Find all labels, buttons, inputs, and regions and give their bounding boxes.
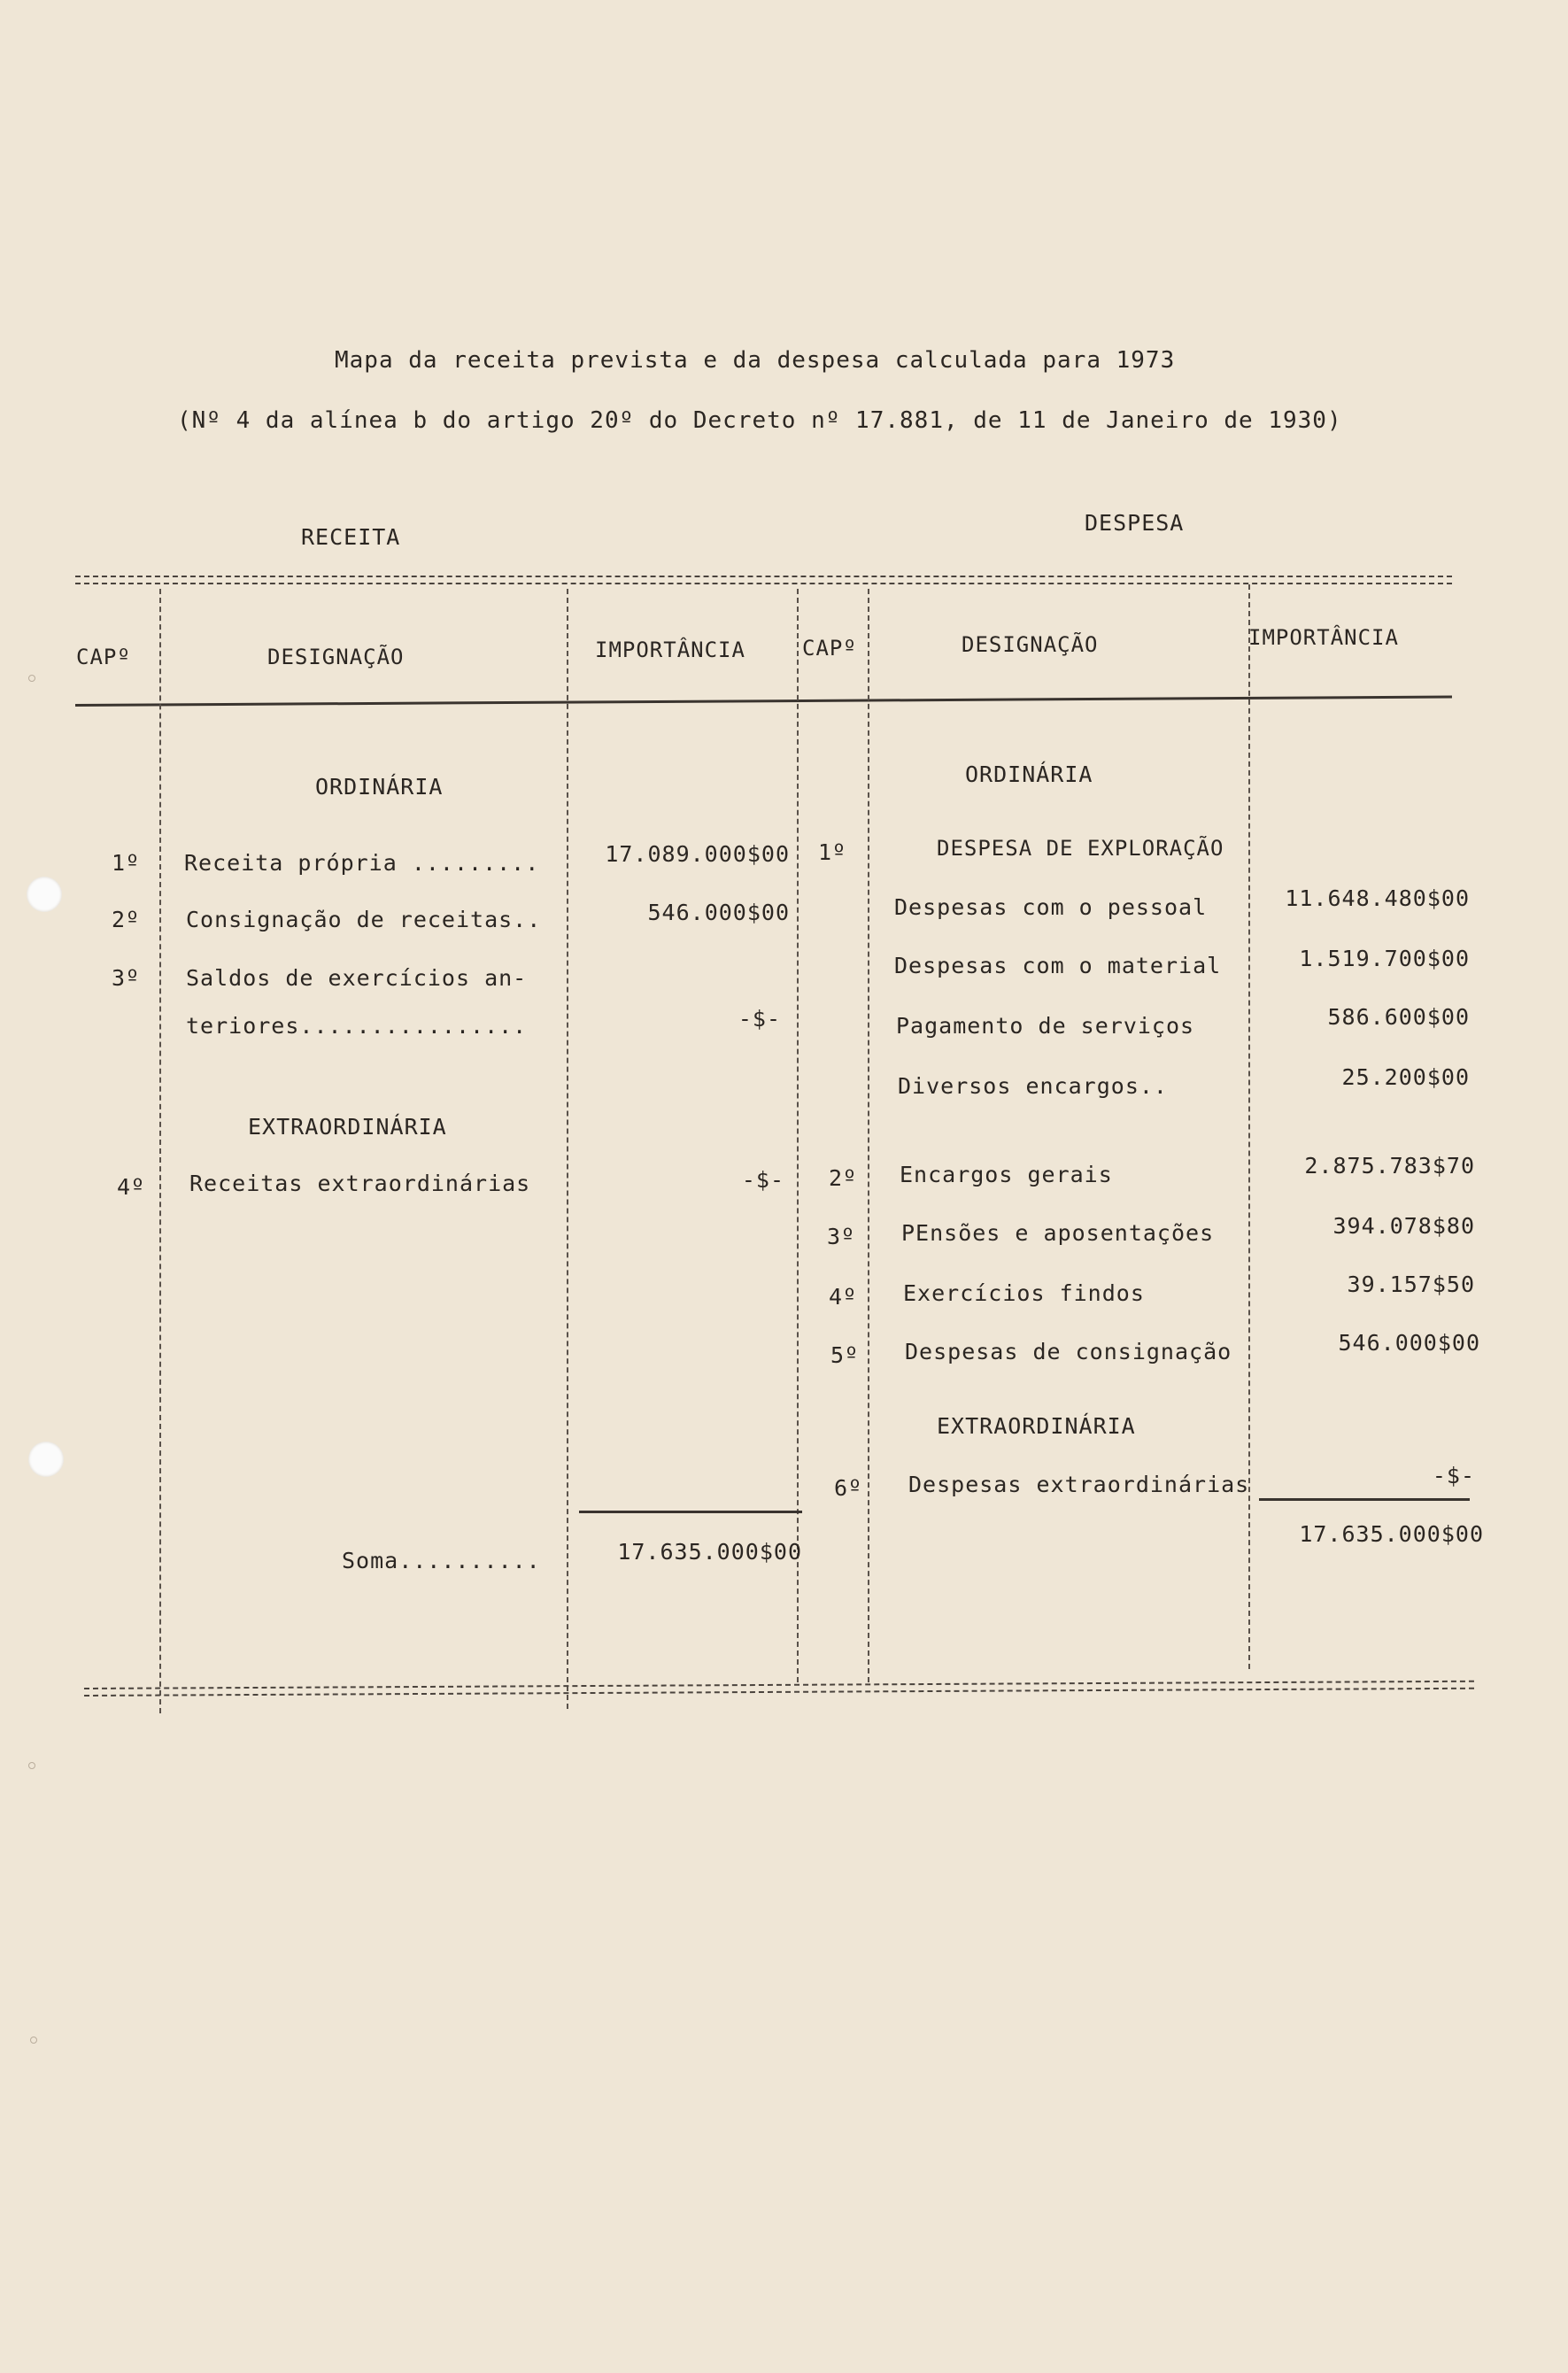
- despesa-item-1-importancia: 11.648.480$00: [1285, 885, 1470, 911]
- despesa-row-6-designacao: Despesas extraordinárias: [908, 1472, 1250, 1497]
- despesa-soma-line: [1259, 1498, 1470, 1501]
- despesa-item-3-importancia: 586.600$00: [1327, 1004, 1470, 1030]
- divider-despesa-cap: [868, 589, 869, 1682]
- despesa-row-2-importancia: 2.875.783$70: [1304, 1153, 1475, 1179]
- despesa-col-designacao: DESIGNAÇÃO: [962, 632, 1099, 657]
- receita-col-designacao: DESIGNAÇÃO: [267, 645, 405, 669]
- punch-hole-bottom: [28, 1442, 64, 1477]
- receita-soma-value: 17.635.000$00: [617, 1539, 802, 1565]
- despesa-row-4-designacao: Exercícios findos: [903, 1280, 1145, 1306]
- receita-row-3-designacao-cont: teriores................: [186, 1013, 528, 1039]
- despesa-item-2-importancia: 1.519.700$00: [1299, 946, 1470, 971]
- table-bottom-rule: [84, 1681, 1474, 1697]
- receita-extraordinaria-label: EXTRAORDINÁRIA: [248, 1114, 447, 1140]
- despesa-item-4-importancia: 25.200$00: [1341, 1064, 1470, 1090]
- margin-dot: [30, 2037, 37, 2044]
- title-line-1: Mapa da receita prevista e da despesa calculada para 1973: [335, 347, 1176, 374]
- margin-dot: [28, 675, 35, 682]
- receita-row-4-importancia: -$-: [741, 1167, 784, 1193]
- despesa-item-1-designacao: Despesas com o pessoal: [894, 894, 1208, 920]
- receita-row-2-designacao: Consignação de receitas..: [186, 907, 542, 932]
- despesa-row-6-importancia: -$-: [1432, 1463, 1475, 1488]
- receita-row-1-designacao: Receita própria .........: [184, 850, 540, 876]
- despesa-row-2-cap: 2º: [829, 1165, 858, 1191]
- table-top-rule: [75, 576, 1452, 584]
- despesa-soma-value: 17.635.000$00: [1299, 1521, 1484, 1547]
- receita-row-1-importancia: 17.089.000$00: [605, 841, 790, 867]
- receita-row-3-cap: 3º: [112, 965, 141, 991]
- despesa-row-5-importancia: 546.000$00: [1338, 1330, 1480, 1356]
- despesa-extraordinaria-label: EXTRAORDINÁRIA: [937, 1413, 1136, 1439]
- despesa-item-4-designacao: Diversos encargos..: [898, 1073, 1168, 1099]
- receita-row-4-cap: 4º: [117, 1174, 146, 1200]
- receita-soma-line: [579, 1511, 802, 1513]
- despesa-col-importancia: IMPORTÂNCIA: [1248, 625, 1399, 650]
- receita-col-cap: CAPº: [76, 645, 131, 669]
- receita-col-importancia: IMPORTÂNCIA: [595, 638, 745, 662]
- margin-dot: [28, 1762, 35, 1769]
- receita-row-2-importancia: 546.000$00: [647, 900, 790, 925]
- despesa-item-2-designacao: Despesas com o material: [894, 953, 1222, 978]
- despesa-row-5-cap: 5º: [830, 1342, 860, 1368]
- despesa-row-4-importancia: 39.157$50: [1347, 1272, 1475, 1297]
- receita-heading: RECEITA: [301, 524, 401, 550]
- receita-row-3-designacao: Saldos de exercícios an-: [186, 965, 528, 991]
- header-underline: [75, 696, 1452, 707]
- despesa-row-6-cap: 6º: [834, 1475, 863, 1501]
- divider-despesa-designacao: [1248, 584, 1250, 1669]
- despesa-row-3-designacao: PEnsões e aposentações: [901, 1220, 1215, 1246]
- despesa-row-5-designacao: Despesas de consignação: [905, 1339, 1232, 1364]
- despesa-row-3-cap: 3º: [827, 1224, 856, 1249]
- receita-soma-label: Soma..........: [342, 1548, 541, 1573]
- despesa-row-2-designacao: Encargos gerais: [900, 1162, 1113, 1187]
- despesa-col-cap: CAPº: [802, 636, 857, 661]
- despesa-cap1-title: DESPESA DE EXPLORAÇÃO: [937, 836, 1224, 861]
- despesa-row-3-importancia: 394.078$80: [1332, 1213, 1475, 1239]
- divider-receita-cap: [159, 589, 161, 1713]
- despesa-cap1: 1º: [818, 839, 847, 865]
- receita-row-2-cap: 2º: [112, 907, 141, 932]
- despesa-row-4-cap: 4º: [829, 1284, 858, 1310]
- receita-row-1-cap: 1º: [112, 850, 141, 876]
- despesa-heading: DESPESA: [1085, 510, 1185, 536]
- title-line-2: (Nº 4 da alínea b do artigo 20º do Decreto nº 17.881, de 11 de Janeiro de 1930): [177, 407, 1342, 434]
- punch-hole-top: [27, 877, 62, 912]
- divider-receita-importancia: [797, 589, 799, 1682]
- despesa-item-3-designacao: Pagamento de serviços: [896, 1013, 1195, 1039]
- despesa-ordinaria-label: ORDINÁRIA: [965, 761, 1093, 787]
- receita-ordinaria-label: ORDINÁRIA: [315, 774, 444, 800]
- divider-receita-designacao: [567, 589, 568, 1709]
- receita-row-3-importancia: -$-: [738, 1006, 781, 1032]
- receita-row-4-designacao: Receitas extraordinárias: [189, 1171, 531, 1196]
